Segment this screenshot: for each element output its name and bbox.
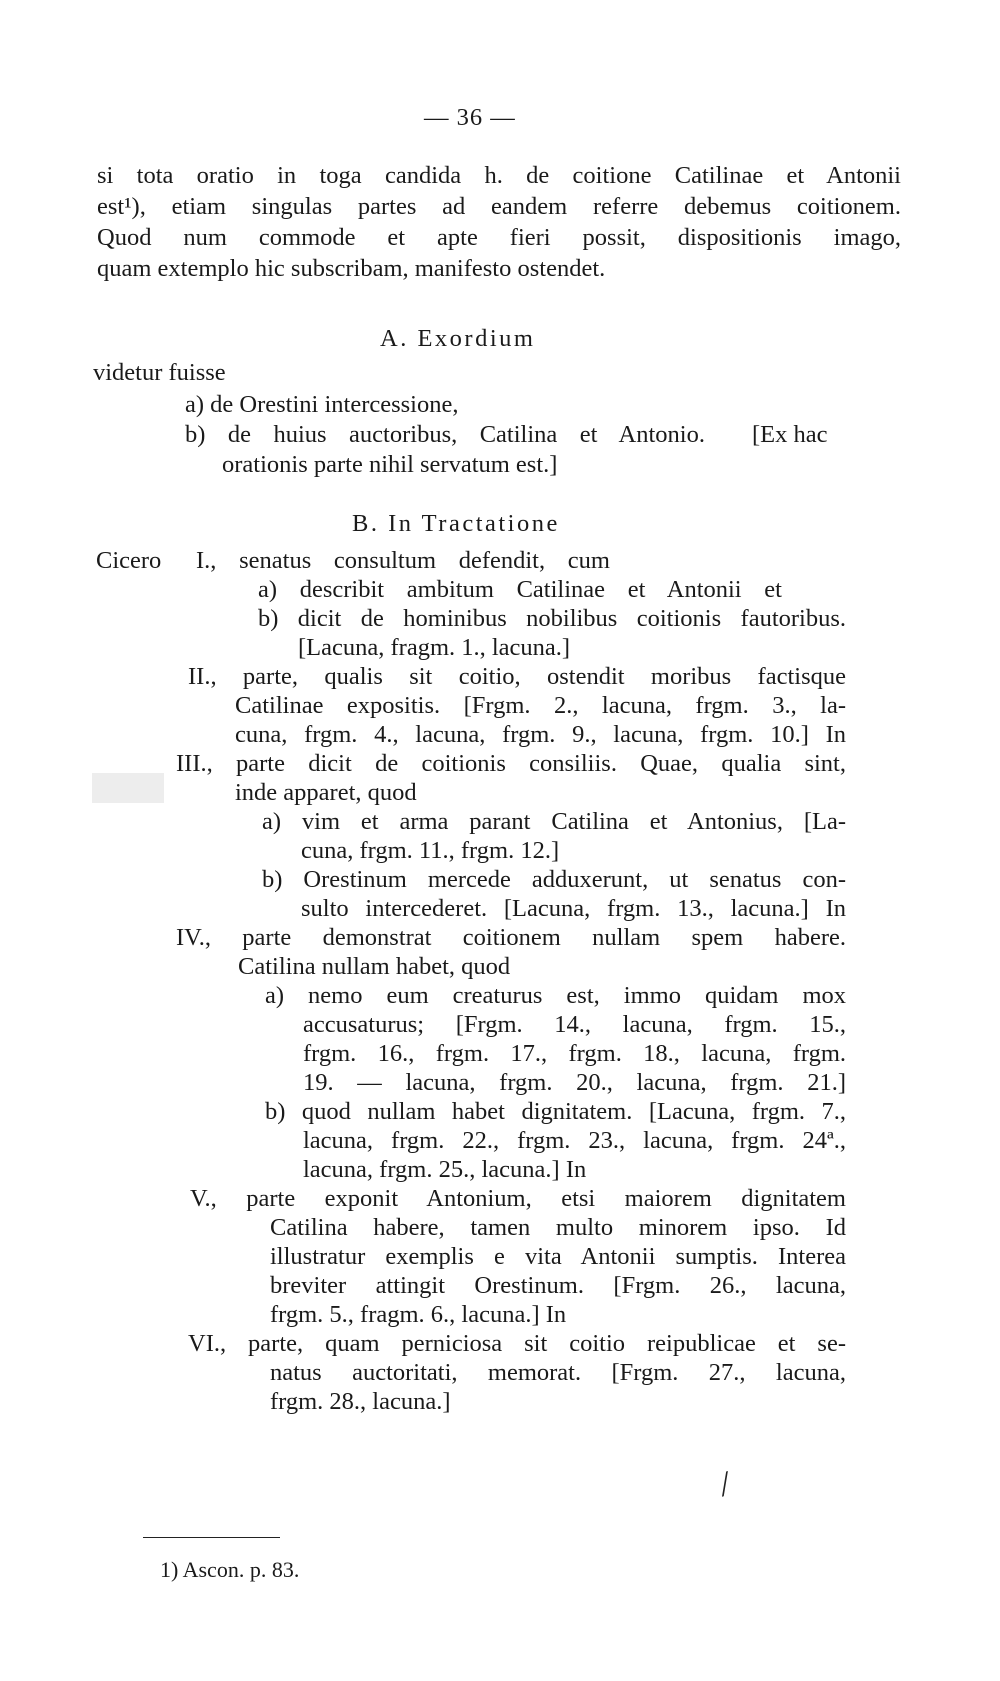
outline-line: sulto intercederet. [Lacuna, frgm. 13., lacuna.] In	[301, 895, 846, 922]
page-number-text: — 36 —	[424, 104, 516, 131]
outline-line: breviter attingit Orestinum. [Frgm. 26., lacuna,	[270, 1272, 846, 1299]
section-a-item: a) de Orestini intercessione,	[185, 391, 459, 418]
outline-line: [Lacuna, fragm. 1., lacuna.]	[298, 634, 571, 661]
outline-line: b) quod nullam habet dignitatem. [Lacuna, frgm. 7.,	[265, 1098, 846, 1125]
intro-line: si tota oratio in toga candida h. de coitione Catilinae et Antonii	[97, 162, 901, 189]
section-a-item-note: [Ex hac	[752, 421, 828, 448]
outline-line: lacuna, frgm. 25., lacuna.] In	[303, 1156, 587, 1183]
outline-line: Catilina nullam habet, quod	[238, 953, 511, 980]
outline-line: Catilina habere, tamen multo minorem ipso. Id	[270, 1214, 846, 1241]
section-b-heading: B. In Tractatione	[352, 510, 560, 537]
intro-line: Quod num commode et apte fieri possit, dispositionis imago,	[97, 224, 901, 251]
outline-line: V., parte exponit Antonium, etsi maiorem dignitatem	[190, 1185, 846, 1212]
outline-line: frgm. 16., frgm. 17., frgm. 18., lacuna, frgm.	[303, 1040, 846, 1067]
outline-line: I., senatus consultum defendit, cum	[196, 547, 610, 574]
section-a-item: orationis parte nihil servatum est.]	[222, 451, 558, 478]
footnote: 1) Ascon. p. 83.	[160, 1557, 300, 1582]
outline-line: 19. — lacuna, frgm. 20., lacuna, frgm. 21.]	[303, 1069, 846, 1096]
paper-stain	[92, 773, 164, 803]
outline-line: b) Orestinum mercede adduxerunt, ut senatus con-	[262, 866, 846, 893]
pencil-correction-mark: /	[714, 1465, 735, 1504]
outline-line: II., parte, qualis sit coitio, ostendit moribus factisque	[188, 663, 846, 690]
section-a-lead: videtur fuisse	[93, 359, 226, 386]
outline-line: frgm. 28., lacuna.]	[270, 1388, 451, 1415]
intro-line: est¹), etiam singulas partes ad eandem referre debemus coitionem.	[97, 193, 901, 220]
outline-line: III., parte dicit de coitionis consiliis. Quae, qualia sint,	[176, 750, 846, 777]
outline-line: accusaturus; [Frgm. 14., lacuna, frgm. 15.,	[303, 1011, 846, 1038]
section-a-heading: A. Exordium	[380, 325, 536, 352]
outline-line: inde apparet, quod	[235, 779, 417, 806]
outline-line: cuna, frgm. 4., lacuna, frgm. 9., lacuna, frgm. 10.] In	[235, 721, 846, 748]
intro-line: quam extemplo hic subscribam, manifesto ostendet.	[97, 255, 606, 282]
outline-line: a) vim et arma parant Catilina et Antonius, [La-	[262, 808, 846, 835]
outline-line: a) describit ambitum Catilinae et Antonii et	[258, 576, 782, 603]
outline-line: lacuna, frgm. 22., frgm. 23., lacuna, frgm. 24ª.,	[303, 1127, 846, 1154]
outline-line: Catilinae expositis. [Frgm. 2., lacuna, frgm. 3., la-	[235, 692, 846, 719]
outline-line: VI., parte, quam perniciosa sit coitio reipublicae et se-	[188, 1330, 846, 1357]
outline-line: frgm. 5., fragm. 6., lacuna.] In	[270, 1301, 567, 1328]
outline-line: natus auctoritati, memorat. [Frgm. 27., lacuna,	[270, 1359, 846, 1386]
footnote-rule	[143, 1537, 280, 1538]
section-a-item: b) de huius auctoribus, Catilina et Antonio.	[185, 421, 705, 448]
outline-line: b) dicit de hominibus nobilibus coitionis fautoribus.	[258, 605, 846, 632]
outline-line: illustratur exemplis e vita Antonii sumptis. Interea	[270, 1243, 846, 1270]
outline-line: IV., parte demonstrat coitionem nullam spem habere.	[176, 924, 846, 951]
outline-subject: Cicero	[96, 547, 162, 574]
outline-line: a) nemo eum creaturus est, immo quidam mox	[265, 982, 846, 1009]
outline-line: cuna, frgm. 11., frgm. 12.]	[301, 837, 560, 864]
intro-paragraph	[97, 160, 901, 284]
